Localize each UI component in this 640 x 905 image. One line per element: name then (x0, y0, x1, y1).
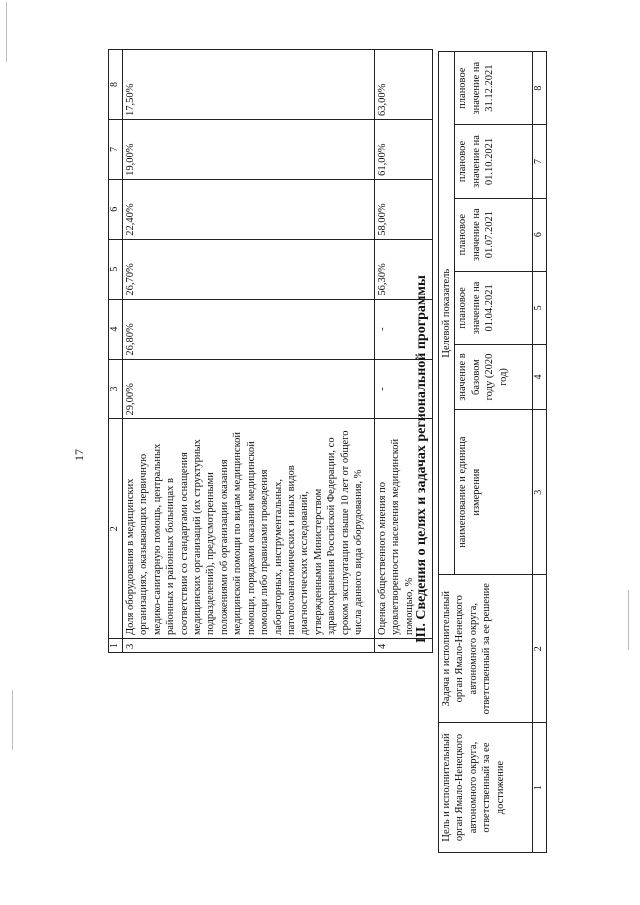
scan-edge-mark (628, 590, 629, 650)
cell-value: 58,00% (374, 179, 432, 239)
page-number: 17 (72, 449, 86, 461)
cell-value: 61,00% (374, 119, 432, 179)
scan-edge-mark (6, 2, 7, 62)
col-header: 2 (109, 419, 123, 639)
goals-number-row (533, 52, 547, 853)
cell-value: 29,00% (122, 359, 374, 419)
cell-value: 26,80% (122, 299, 374, 359)
col-header: 7 (109, 119, 123, 179)
col-number: 3 (533, 409, 547, 574)
row-number: 3 (122, 639, 374, 653)
table-header-row (109, 50, 123, 653)
col-header: 8 (109, 50, 123, 120)
header-q4-plan: плановое значение на 31.12.2021 (455, 52, 533, 125)
col-number: 5 (533, 271, 547, 344)
col-header: 3 (109, 359, 123, 419)
cell-value: 19,00% (122, 119, 374, 179)
cell-value: 63,00% (374, 50, 432, 120)
goals-header-row (439, 52, 455, 853)
col-number: 8 (533, 52, 547, 125)
cell-value: 22,40% (122, 179, 374, 239)
col-number: 6 (533, 198, 547, 271)
col-number: 4 (533, 345, 547, 410)
cell-value: 26,70% (122, 239, 374, 299)
col-header: 5 (109, 239, 123, 299)
header-q3-plan: плановое значение на 01.10.2021 (455, 125, 533, 198)
header-base-value: значение в базовом году (2020 год) (455, 345, 533, 410)
col-header: 4 (109, 299, 123, 359)
indicator-name: Доля оборудования в медицинских организациях, оказывающих первичную медико-санитарную помощь, центральных районных и районных больницах в соответствии со стандартами оснащения медицинских организаций (их структурных подразделений), предусмотренными положениями об организации оказания медицинской помощи по видам медицинской помощи, порядками оказания медицинской помощи либо правилами проведения лабораторных, инструментальных, патологоанатомических и иных видов диагностических исследований, утвержденными Министерством здравоохранения Российской Федерации, со сроком эксплуатации свыше 10 лет от общего числа данного вида оборудования, % (122, 419, 374, 639)
indicator-name: Оценка общественного мнения по удовлетворенности населения медицинской помощью, % (374, 419, 432, 639)
cell-value: - (374, 359, 432, 419)
header-q2-plan: плановое значение на 01.07.2021 (455, 198, 533, 271)
header-task: Задача и исполнительный орган Ямало-Ненецкого автономного округа, ответственный за ее решение (439, 575, 533, 723)
cell-value: 17,50% (122, 50, 374, 120)
row-number: 4 (374, 639, 432, 653)
indicators-table (108, 49, 433, 653)
col-number: 1 (533, 723, 547, 853)
goals-table (438, 51, 547, 853)
scan-edge-mark (12, 690, 13, 750)
header-goal: Цель и исполнительный орган Ямало-Ненецкого автономного округа, ответственный за ее достижение (439, 723, 533, 853)
col-number: 7 (533, 125, 547, 198)
cell-value: - (374, 299, 432, 359)
col-header: 6 (109, 179, 123, 239)
cell-value: 56,30% (374, 239, 432, 299)
section-title: III. Сведения о целях и задачах региональной программы (414, 275, 429, 643)
header-indicator-name: наименование и единица измерения (455, 409, 533, 574)
header-target-indicator: Целевой показатель (439, 52, 455, 575)
col-header: 1 (109, 639, 123, 653)
col-number: 2 (533, 575, 547, 723)
table-row (122, 50, 374, 653)
header-q1-plan: плановое значение на 01.04.2021 (455, 271, 533, 344)
